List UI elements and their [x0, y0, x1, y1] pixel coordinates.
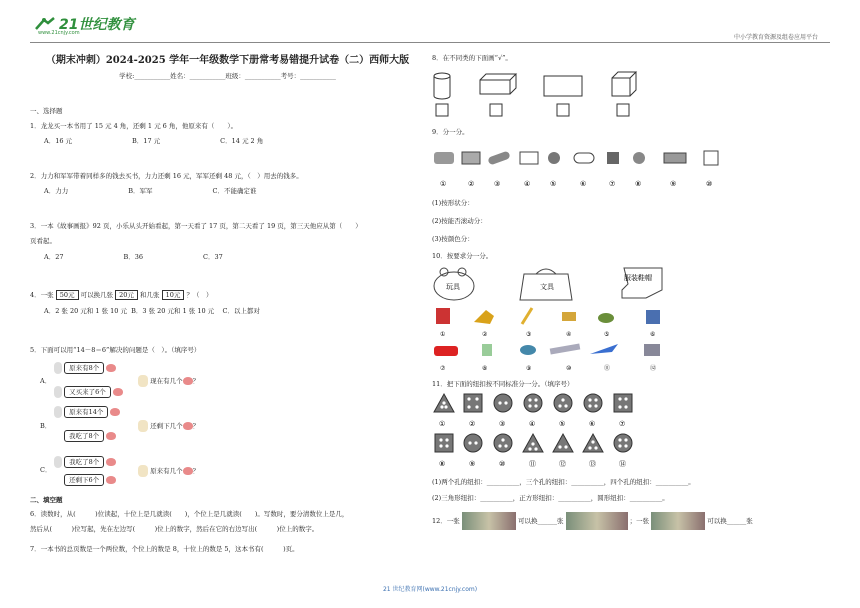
bill-10-yuan: 10元 [162, 290, 185, 300]
q9-objects [432, 148, 732, 192]
question-1 [30, 122, 430, 145]
q4-pre: 4．一张 [30, 291, 54, 299]
q2-option-a[interactable]: A．力力 [44, 187, 69, 196]
bin-stationery: 文具 [540, 283, 554, 291]
q5-a-label: A． [40, 377, 52, 385]
bin-toys: 玩具 [446, 283, 460, 291]
q4-options [44, 307, 430, 315]
child-icon [54, 386, 62, 398]
q10-num-10: ⑩ [566, 365, 572, 372]
child-icon [54, 456, 62, 468]
q11-buttons [432, 392, 652, 472]
peach-icon [183, 422, 193, 430]
q2-option-c[interactable]: C．不能确定谁 [212, 187, 257, 196]
question-2 [30, 172, 430, 195]
q10-num-11: ⑪ [604, 365, 611, 372]
q9-num-5: ⑤ [550, 180, 557, 188]
q3-option-b[interactable]: B．36 [123, 253, 144, 262]
q5-text: 5．下面可以用“14－8＝6”解决的问题是（ ）。（填序号） [30, 346, 201, 354]
q3-text-1: 3．一本《故事画报》92 页，小乐从头开始看起，第一天看了 17 页，第二天看了 19 页，第三天他应从第（ ） [30, 222, 362, 230]
q11-num-5: ⑤ [559, 420, 566, 428]
q9-line-1: (1)按形状分： [432, 199, 474, 207]
q11-num-14: ⑭ [619, 460, 626, 468]
peach-icon [106, 364, 116, 372]
question-6 [30, 510, 430, 533]
q4-post: ？（ ） [186, 291, 213, 299]
answer-box [617, 104, 629, 116]
header-divider [30, 42, 830, 43]
q5-c-ask: 原来有几个 [150, 467, 183, 475]
q10-num-6: ⑥ [650, 331, 656, 338]
answer-box [436, 104, 448, 116]
q5-c-label: C． [40, 466, 52, 474]
q11-num-9: ⑨ [469, 460, 476, 468]
q5-b-bubble-1: 原来有14个 [64, 406, 108, 418]
bunny-icon [138, 420, 148, 432]
q3-option-a[interactable]: A．27 [44, 253, 64, 262]
q5-c-q: ？ [192, 467, 200, 475]
q3-options [44, 253, 430, 261]
q11-num-8: ⑧ [439, 460, 446, 468]
q11-num-13: ⑬ [589, 460, 596, 468]
bunny-icon [138, 465, 148, 477]
q10-num-1: ① [440, 331, 446, 338]
question-3 [30, 222, 430, 261]
bill-20-yuan: 20元 [115, 290, 138, 300]
platform-name: 中小学教育资源及组卷应用平台 [733, 34, 818, 41]
q9-num-7: ⑦ [609, 180, 616, 188]
q10-num-9: ⑨ [526, 365, 532, 372]
q2-text: 2．力力和军军带着同样多的钱去买书，力力还剩 16 元，军军还剩 48 元，（ ）用去的钱多。 [30, 172, 303, 180]
q1-option-c[interactable]: C．14 元 2 角 [220, 137, 264, 146]
q5-b-label: B． [40, 422, 52, 430]
q4-option-a[interactable]: A．2 张 20 元和 1 张 10 元 [44, 307, 127, 316]
banknote-image [462, 512, 516, 530]
q4-mid2: 和几张 [140, 291, 160, 299]
banknote-image [651, 512, 705, 530]
q10-num-5: ⑤ [604, 331, 610, 338]
q11-num-6: ⑥ [589, 420, 596, 428]
q5-c-bubble-1: 我吃了8个 [64, 456, 104, 468]
q11-num-10: ⑩ [499, 460, 506, 468]
bill-50-yuan: 50元 [56, 290, 79, 300]
q4-option-b[interactable]: B．3 张 20 元和 1 张 10 元 [131, 307, 215, 316]
q11-num-2: ② [469, 420, 476, 428]
q2-option-b[interactable]: B．军军 [128, 187, 153, 196]
peach-icon [110, 408, 120, 416]
q9-num-9: ⑨ [670, 180, 677, 188]
bin-clothing: 服装鞋帽 [624, 274, 652, 282]
q11-num-1: ① [439, 420, 446, 428]
q9-num-10: ⑩ [706, 180, 713, 188]
cube-icon [612, 72, 636, 96]
q12-mid2: 可以换______张 [707, 517, 753, 525]
q9-num-6: ⑥ [580, 180, 587, 188]
bunny-icon [138, 375, 148, 387]
q9-num-8: ⑧ [635, 180, 642, 188]
peach-icon [113, 388, 123, 396]
q11-num-7: ⑦ [619, 420, 626, 428]
q3-option-c[interactable]: C．37 [203, 253, 223, 262]
q10-num-12: ⑫ [650, 365, 657, 372]
object-shapes [434, 150, 718, 165]
child-icon [54, 362, 62, 374]
q6-line-2: 然后从( )位写起，先在左边写( )位上的数字，然后在它的右边写出( )位上的数字。 [30, 525, 319, 534]
section-choice: 一、选择题 [30, 107, 63, 115]
q9-num-1: ① [440, 180, 447, 188]
q10-num-2: ② [482, 331, 488, 338]
peach-icon [183, 467, 193, 475]
q9-num-3: ③ [494, 180, 501, 188]
q6-line-1: 6．读数时，从( )位读起，十位上是几就读( )，个位上是几就读( )。写数时，要分清数位上是几， [30, 510, 349, 518]
answer-box [557, 104, 569, 116]
q12-mid1: 可以换______张 [517, 517, 564, 525]
q1-option-b[interactable]: B．17 元 [132, 137, 161, 146]
section-fill: 二、填空题 [30, 496, 63, 504]
q1-options [44, 137, 430, 145]
q10-bins [432, 264, 672, 304]
q5-c-bubble-2: 还剩下6个 [64, 474, 104, 486]
q8-text: 8．在不同类的下面画“√”。 [432, 54, 512, 62]
q11-text: 11．把下面的纽扣按不同标准分一分。（填序号） [432, 380, 574, 388]
peach-icon [106, 432, 116, 440]
q9-num-4: ④ [524, 180, 531, 188]
peach-icon [183, 377, 193, 385]
q9-line-2: (2)按能否滚动分： [432, 217, 487, 225]
q11-num-12: ⑫ [559, 460, 566, 468]
rectangle-icon [544, 76, 582, 96]
sock-bin-icon [622, 268, 662, 298]
q10-items [432, 304, 712, 374]
runner-logo-icon [34, 17, 56, 31]
q5-b-bubble-2: 我吃了8个 [64, 430, 104, 442]
q4-option-c[interactable]: C．以上都对 [222, 307, 260, 316]
q1-option-a[interactable]: A．16 元 [44, 137, 73, 146]
q11-num-4: ④ [529, 420, 536, 428]
q12-pre: 12．一张 [432, 517, 460, 525]
brand-url: www.21cnjy.com [38, 30, 80, 36]
q10-num-3: ③ [526, 331, 532, 338]
q10-num-4: ④ [566, 331, 572, 338]
question-7: 7．一本书的总页数是一个两位数，个位上的数是 8，十位上的数是 5，这本书有( )页。 [30, 545, 299, 553]
q11-num-3: ③ [499, 420, 506, 428]
answer-box [490, 104, 502, 116]
q10-num-7: ⑦ [440, 365, 446, 372]
q10-num-8: ⑧ [482, 365, 488, 372]
cylinder-icon [434, 73, 450, 99]
q12-semi: ；一张 [629, 517, 650, 525]
q9-line-3: (3)按颜色分： [432, 235, 474, 243]
q8-shapes [432, 68, 652, 120]
child-icon [54, 406, 62, 418]
q3-text-2: 页看起。 [30, 237, 56, 246]
peach-icon [106, 458, 116, 466]
q11-line-2: (2)三角形纽扣：__________，正方形纽扣：__________，圆形纽扣：__________。 [432, 494, 669, 502]
q2-options [44, 187, 430, 195]
q10-text: 10．按要求分一分。 [432, 252, 493, 260]
q5-a-q: ？ [192, 377, 200, 385]
page-title: （期末冲刺）2024-2025 学年一年级数学下册常考易错提升试卷（二）西师大版 [45, 55, 410, 66]
q11-num-11: ⑪ [529, 460, 536, 468]
q1-text: 1．龙龙买一本书用了 15 元 4 角，还剩 1 元 6 角，他原来有（ ）。 [30, 122, 238, 130]
question-5 [30, 346, 430, 354]
banknote-image [566, 512, 628, 530]
question-4 [30, 290, 430, 315]
q5-a-ask: 现在有几个 [150, 377, 183, 385]
q9-text: 9．分一分。 [432, 128, 469, 136]
q5-a-bubble-2: 又买来了6个 [64, 386, 111, 398]
q9-num-2: ② [468, 180, 475, 188]
peach-icon [106, 476, 116, 484]
cuboid-icon [480, 74, 516, 94]
q5-a-bubble-1: 原来有8个 [64, 362, 104, 374]
q5-b-q: ？ [192, 422, 200, 430]
q5-b-ask: 还剩下几个 [150, 422, 183, 430]
item-icons [434, 308, 660, 356]
student-info: 学校:___________姓名：___________班级：___________考号：___________ [119, 71, 336, 80]
question-12 [432, 512, 832, 530]
left-column [30, 52, 425, 80]
q11-line-1: (1)两个孔的纽扣：__________，三个孔的纽扣：__________，四个孔的纽扣：__________。 [432, 478, 695, 486]
brand-name: 21世纪教育 [59, 17, 135, 33]
q4-mid1: 可以换几张 [80, 291, 114, 299]
footer[interactable]: 21 世纪教育网(www.21cnjy.com) [382, 586, 478, 593]
q4-text [30, 290, 430, 300]
